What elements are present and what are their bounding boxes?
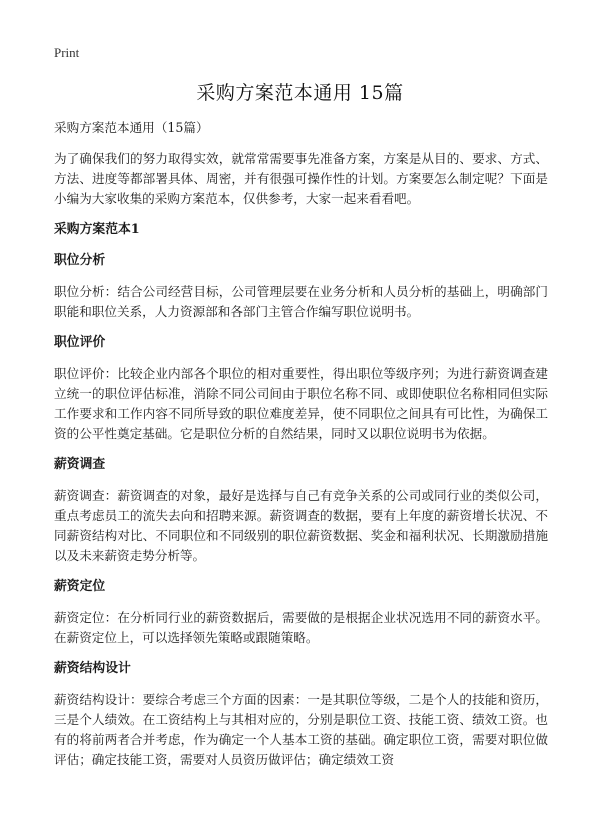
section-body-job-evaluation: 职位评价：比较企业内部各个职位的相对重要性，得出职位等级序列；为进行薪资调查建立统一的职位评估标准，消除不同公司间由于职位名称不同、或即使职位名称相同但实际工作要求和工作内容不同所导致的职位难度差异，使不同职位之间具有可比性，为确保工资的公平性奠定基础。它是职位分析的自然结果，同时又以职位说明书为依据。: [54, 366, 548, 441]
section-body-job-analysis: 职位分析：结合公司经营目标，公司管理层要在业务分析和人员分析的基础上，明确部门职能和职位关系，人力资源部和各部门主管合作编写职位说明书。: [54, 284, 548, 319]
section-heading-salary-survey: 薪资调查: [54, 457, 106, 472]
template-heading: 采购方案范本1: [54, 222, 140, 237]
section-heading-job-analysis: 职位分析: [54, 253, 106, 268]
intro-paragraph: 为了确保我们的努力取得实效，就常常需要事先准备方案，方案是从目的、要求、方式、方法、进度等都部署具体、周密，并有很强可操作性的计划。方案要怎么制定呢？下面是小编为大家收集的采购方案范本，仅供参考，大家一起来看看吧。: [54, 151, 548, 206]
document-title: 采购方案范本通用 15篇: [196, 82, 404, 104]
section-heading-job-evaluation: 职位评价: [54, 335, 106, 350]
section-heading-salary-positioning: 薪资定位: [54, 579, 106, 594]
article-body: [54, 118, 548, 781]
section-body-salary-structure: 薪资结构设计：要综合考虑三个方面的因素：一是其职位等级，二是个人的技能和资历，三是个人绩效。在工资结构上与其相对应的，分别是职位工资、技能工资、绩效工资。也有的将前两者合并考虑，作为确定一个人基本工资的基础。确定职位工资，需要对职位做评估；确定技能工资，需要对人员资历做评估；确定绩效工资: [54, 692, 548, 767]
section-heading-salary-structure: 薪资结构设计: [54, 661, 131, 676]
article-subtitle: 采购方案范本通用（15篇）: [54, 120, 209, 135]
print-label: Print: [54, 45, 80, 60]
section-body-salary-survey: 薪资调查：薪资调查的对象，最好是选择与自己有竞争关系的公司或同行业的类似公司，重点考虑员工的流失去向和招聘来源。薪资调查的数据，要有上年度的薪资增长状况、不同薪资结构对比、不同职位和不同级别的职位薪资数据、奖金和福利状况、长期激励措施以及未来薪资走势分析等。: [54, 488, 548, 563]
section-body-salary-positioning: 薪资定位：在分析同行业的薪资数据后，需要做的是根据企业状况选用不同的薪资水平。在薪资定位上，可以选择领先策略或跟随策略。: [54, 610, 548, 645]
